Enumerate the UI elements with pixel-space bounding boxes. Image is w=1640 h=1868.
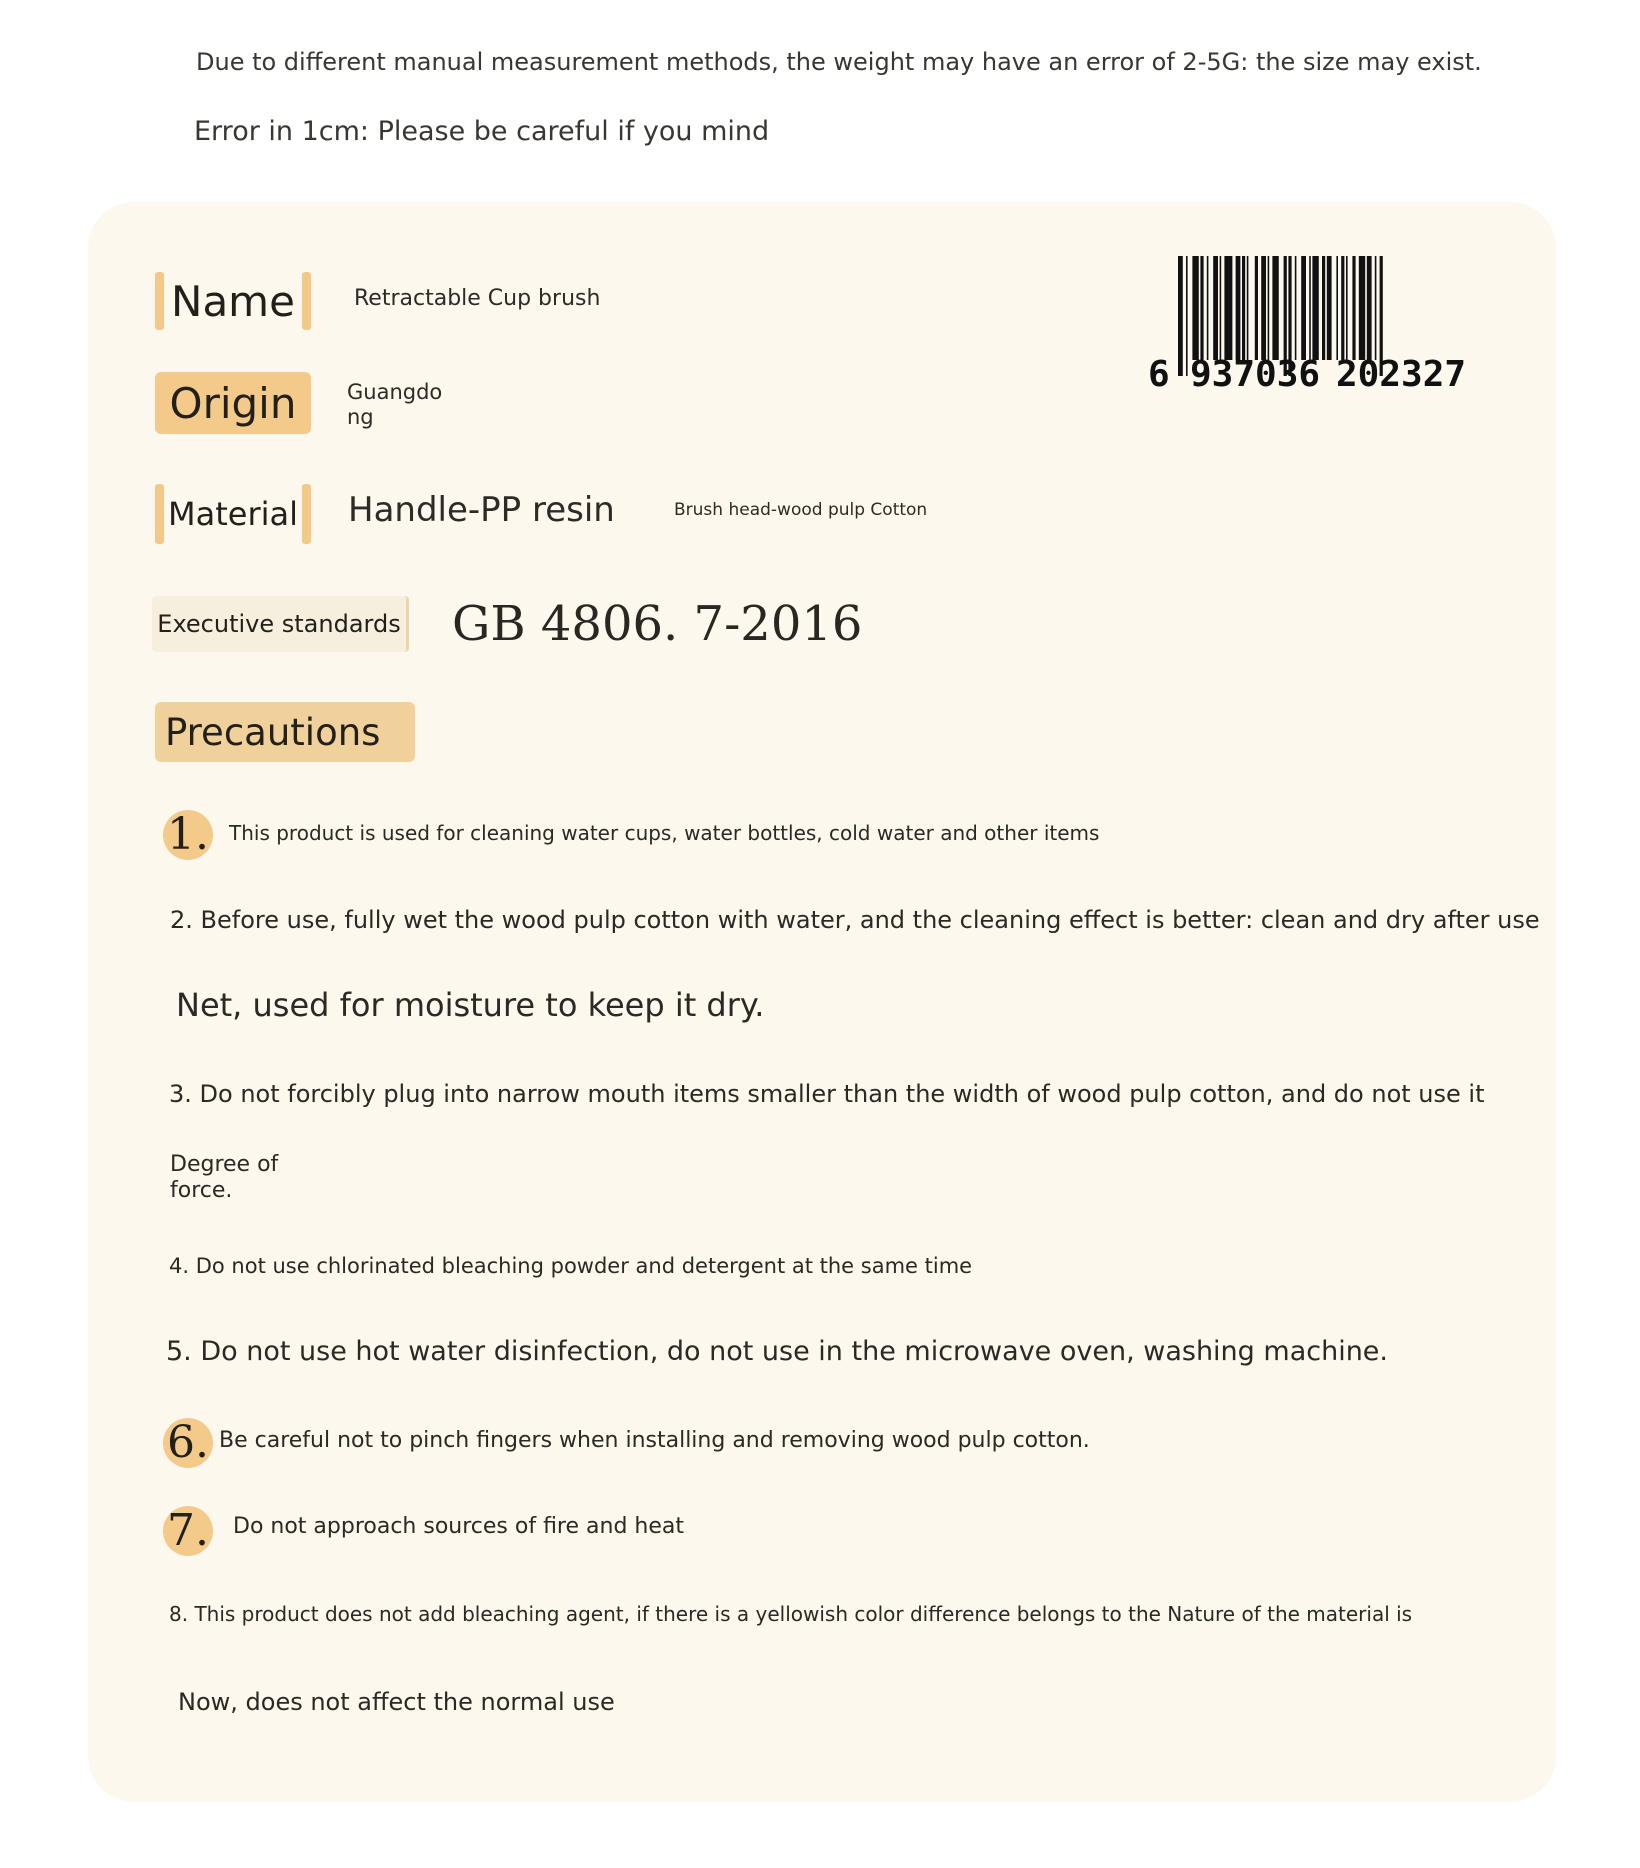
note-size-error: Error in 1cm: Please be careful if you mind bbox=[194, 116, 770, 147]
precaution-8-continued: Now, does not affect the normal use bbox=[178, 1688, 615, 1716]
barcode-bar bbox=[1220, 256, 1222, 360]
barcode-bar bbox=[1192, 256, 1198, 360]
barcode-bar bbox=[1236, 256, 1241, 360]
origin-value bbox=[347, 380, 442, 430]
precaution-3-continued bbox=[170, 1152, 278, 1204]
precaution-4: 4. Do not use chlorinated bleaching powder and detergent at the same time bbox=[169, 1254, 973, 1278]
standards-label: Executive standards bbox=[157, 610, 401, 638]
precaution-2-continued: Net, used for moisture to keep it dry. bbox=[176, 986, 765, 1024]
precaution-5: 5. Do not use hot water disinfection, do not use in the microwave oven, washing machine. bbox=[166, 1336, 1389, 1367]
barcode-group-2: 202327 bbox=[1336, 354, 1467, 394]
material-label: Material bbox=[168, 495, 298, 533]
precaution-3-continued-line1: Degree of bbox=[170, 1152, 279, 1177]
barcode-bar bbox=[1309, 256, 1311, 360]
barcode-bar bbox=[1255, 256, 1258, 360]
name-label: Name bbox=[171, 276, 295, 326]
precaution-2: 2. Before use, fully wet the wood pulp cotton with water, and the cleaning effect is better: clean and dry after use bbox=[170, 906, 1540, 934]
origin-label-tag bbox=[155, 372, 311, 434]
barcode-group-1: 937036 bbox=[1190, 354, 1321, 394]
barcode-bar bbox=[1346, 256, 1348, 360]
name-label-tag bbox=[155, 272, 311, 330]
origin-value-line2: ng bbox=[347, 405, 374, 429]
precaution-1: This product is used for cleaning water cups, water bottles, cold water and other items bbox=[229, 821, 1100, 845]
barcode-bar bbox=[1301, 256, 1306, 360]
barcode-bar bbox=[1261, 256, 1266, 360]
barcode-bar bbox=[1268, 256, 1270, 360]
barcode-bar bbox=[1178, 256, 1183, 376]
barcode-bar bbox=[1341, 256, 1344, 360]
barcode-bar bbox=[1207, 256, 1209, 360]
barcode-bar bbox=[1200, 256, 1203, 360]
number-badge-6: 6. bbox=[163, 1418, 213, 1468]
precautions-title: Precautions bbox=[165, 710, 381, 754]
precaution-6: Be careful not to pinch fingers when installing and removing wood pulp cotton. bbox=[219, 1428, 1090, 1453]
barcode-bar bbox=[1295, 256, 1297, 360]
barcode-bar bbox=[1247, 256, 1249, 360]
material-note: Brush head-wood pulp Cotton bbox=[674, 500, 928, 520]
barcode-bar bbox=[1322, 256, 1325, 360]
barcode-bar bbox=[1186, 256, 1188, 376]
barcode-bar bbox=[1327, 256, 1332, 360]
origin-value-line1: Guangdo bbox=[347, 380, 443, 404]
standards-value: GB 4806. 7-2016 bbox=[452, 596, 863, 652]
precaution-3: 3. Do not forcibly plug into narrow mouth items smaller than the width of wood pulp cotton, and do not use it bbox=[169, 1080, 1485, 1108]
standards-label-tag bbox=[152, 596, 409, 652]
note-weight-error: Due to different manual measurement methods, the weight may have an error of 2-5G: the size may exist. bbox=[196, 48, 1482, 76]
number-badge-1: 1. bbox=[163, 810, 213, 860]
name-value: Retractable Cup brush bbox=[354, 286, 601, 311]
barcode-bar bbox=[1352, 256, 1355, 360]
material-label-tag bbox=[155, 484, 311, 544]
barcode-bar bbox=[1375, 256, 1377, 360]
material-value: Handle-PP resin bbox=[348, 490, 615, 530]
barcode-bar bbox=[1213, 256, 1218, 360]
number-badge-7: 7. bbox=[163, 1506, 213, 1556]
origin-label: Origin bbox=[169, 378, 297, 428]
barcode-bar bbox=[1367, 256, 1372, 360]
barcode-bar bbox=[1224, 256, 1232, 360]
precaution-8: 8. This product does not add bleaching agent, if there is a yellowish color difference belongs to the Nature of the material is bbox=[169, 1602, 1413, 1626]
barcode-first-digit: 6 bbox=[1148, 354, 1170, 394]
barcode-bar bbox=[1272, 256, 1278, 360]
precautions-title-tag bbox=[155, 702, 415, 762]
precaution-7: Do not approach sources of fire and heat bbox=[233, 1514, 684, 1539]
precaution-3-continued-line2: force. bbox=[170, 1178, 233, 1203]
barcode-bar bbox=[1336, 256, 1338, 360]
barcode bbox=[1148, 252, 1508, 394]
barcode-bar bbox=[1359, 256, 1365, 360]
barcode-bar bbox=[1242, 256, 1245, 360]
barcode-bar bbox=[1312, 256, 1318, 360]
